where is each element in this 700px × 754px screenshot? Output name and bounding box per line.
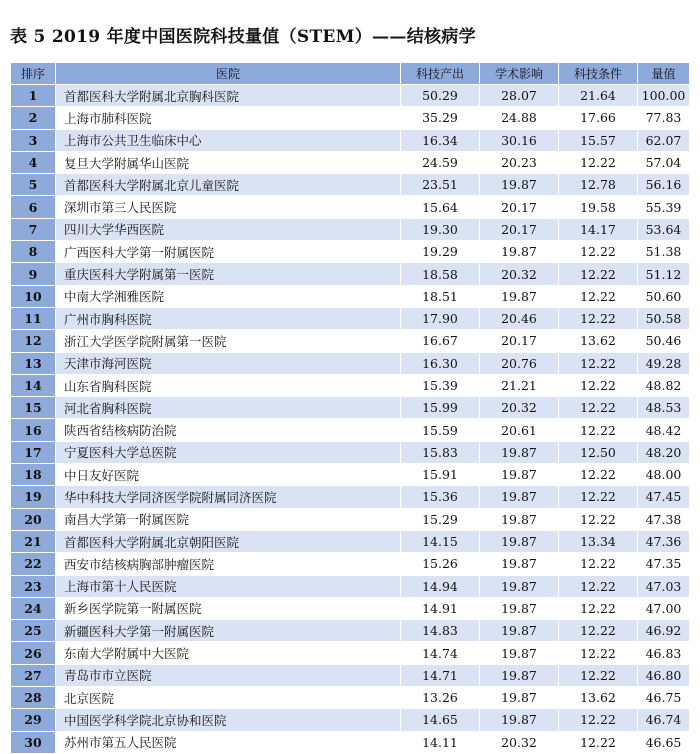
conditions-cell: 15.57 [559, 129, 638, 151]
hospital-name-cell: 首都医科大学附属北京儿童医院 [56, 174, 401, 196]
value-cell: 46.74 [638, 709, 690, 731]
table-row [11, 464, 690, 486]
value-cell: 47.03 [638, 575, 690, 597]
conditions-cell: 13.62 [559, 687, 638, 709]
hospital-name-cell: 上海市公共卫生临床中心 [56, 129, 401, 151]
impact-cell: 19.87 [480, 285, 559, 307]
rank-cell: 29 [11, 709, 56, 731]
value-cell: 47.38 [638, 508, 690, 530]
table-row [11, 553, 690, 575]
rank-cell: 28 [11, 687, 56, 709]
output-cell: 15.29 [401, 508, 480, 530]
conditions-cell: 12.22 [559, 597, 638, 619]
hospital-name-cell: 东南大学附属中大医院 [56, 642, 401, 664]
value-cell: 48.20 [638, 441, 690, 463]
table-header-row [11, 63, 690, 85]
hospital-name-cell: 新乡医学院第一附属医院 [56, 597, 401, 619]
hospital-name-cell: 浙江大学医学院附属第一医院 [56, 330, 401, 352]
impact-cell: 19.87 [480, 508, 559, 530]
value-cell: 46.92 [638, 620, 690, 642]
rank-cell: 16 [11, 419, 56, 441]
impact-cell: 19.87 [480, 575, 559, 597]
output-cell: 19.30 [401, 218, 480, 240]
conditions-cell: 12.22 [559, 575, 638, 597]
hospital-name-cell: 西安市结核病胸部肿瘤医院 [56, 553, 401, 575]
conditions-cell: 12.22 [559, 307, 638, 329]
output-cell: 15.36 [401, 486, 480, 508]
header-impact[interactable]: 学术影响 [480, 63, 559, 85]
impact-cell: 20.17 [480, 330, 559, 352]
value-cell: 46.65 [638, 731, 690, 753]
value-cell: 53.64 [638, 218, 690, 240]
impact-cell: 20.32 [480, 263, 559, 285]
conditions-cell: 17.66 [559, 107, 638, 129]
output-cell: 14.71 [401, 664, 480, 686]
value-cell: 100.00 [638, 85, 690, 107]
impact-cell: 21.21 [480, 374, 559, 396]
conditions-cell: 12.22 [559, 374, 638, 396]
impact-cell: 20.61 [480, 419, 559, 441]
rank-cell: 27 [11, 664, 56, 686]
hospital-name-cell: 复旦大学附属华山医院 [56, 151, 401, 173]
conditions-cell: 12.22 [559, 464, 638, 486]
rank-cell: 1 [11, 85, 56, 107]
table-row [11, 263, 690, 285]
value-cell: 57.04 [638, 151, 690, 173]
table-row [11, 709, 690, 731]
value-cell: 77.83 [638, 107, 690, 129]
conditions-cell: 12.22 [559, 486, 638, 508]
table-title: 表 5 2019 年度中国医院科技量值（STEM）——结核病学 [10, 27, 476, 47]
value-cell: 47.00 [638, 597, 690, 619]
output-cell: 14.94 [401, 575, 480, 597]
hospital-name-cell: 南昌大学第一附属医院 [56, 508, 401, 530]
table-row [11, 419, 690, 441]
table-row [11, 731, 690, 753]
rank-cell: 10 [11, 285, 56, 307]
rank-cell: 2 [11, 107, 56, 129]
table-row [11, 597, 690, 619]
hospital-name-cell: 广西医科大学第一附属医院 [56, 241, 401, 263]
table-row [11, 486, 690, 508]
output-cell: 15.59 [401, 419, 480, 441]
value-cell: 50.58 [638, 307, 690, 329]
output-cell: 15.26 [401, 553, 480, 575]
impact-cell: 20.76 [480, 352, 559, 374]
table-row [11, 196, 690, 218]
hospital-name-cell: 陕西省结核病防治院 [56, 419, 401, 441]
hospital-name-cell: 宁夏医科大学总医院 [56, 441, 401, 463]
conditions-cell: 12.22 [559, 553, 638, 575]
conditions-cell: 12.22 [559, 285, 638, 307]
table-row [11, 352, 690, 374]
rank-cell: 11 [11, 307, 56, 329]
conditions-cell: 12.22 [559, 508, 638, 530]
conditions-cell: 21.64 [559, 85, 638, 107]
rank-cell: 14 [11, 374, 56, 396]
table-row [11, 285, 690, 307]
impact-cell: 20.46 [480, 307, 559, 329]
impact-cell: 20.23 [480, 151, 559, 173]
rank-cell: 3 [11, 129, 56, 151]
conditions-cell: 12.22 [559, 263, 638, 285]
table-row [11, 620, 690, 642]
table-row [11, 687, 690, 709]
impact-cell: 19.87 [480, 664, 559, 686]
conditions-cell: 14.17 [559, 218, 638, 240]
output-cell: 16.34 [401, 129, 480, 151]
output-cell: 14.91 [401, 597, 480, 619]
hospital-name-cell: 上海市第十人民医院 [56, 575, 401, 597]
hospital-name-cell: 河北省胸科医院 [56, 397, 401, 419]
header-output[interactable]: 科技产出 [401, 63, 480, 85]
conditions-cell: 12.22 [559, 151, 638, 173]
rank-cell: 21 [11, 530, 56, 552]
hospital-name-cell: 青岛市市立医院 [56, 664, 401, 686]
rank-cell: 17 [11, 441, 56, 463]
hospital-name-cell: 首都医科大学附属北京朝阳医院 [56, 530, 401, 552]
impact-cell: 19.87 [480, 687, 559, 709]
table-row [11, 151, 690, 173]
rank-cell: 19 [11, 486, 56, 508]
impact-cell: 20.17 [480, 218, 559, 240]
table-row [11, 397, 690, 419]
table-row [11, 530, 690, 552]
output-cell: 16.30 [401, 352, 480, 374]
conditions-cell: 12.22 [559, 709, 638, 731]
table-row [11, 575, 690, 597]
conditions-cell: 12.22 [559, 642, 638, 664]
value-cell: 62.07 [638, 129, 690, 151]
rank-cell: 12 [11, 330, 56, 352]
conditions-cell: 12.50 [559, 441, 638, 463]
table-row [11, 374, 690, 396]
output-cell: 15.64 [401, 196, 480, 218]
output-cell: 18.58 [401, 263, 480, 285]
impact-cell: 30.16 [480, 129, 559, 151]
rank-cell: 5 [11, 174, 56, 196]
rank-cell: 24 [11, 597, 56, 619]
rank-cell: 23 [11, 575, 56, 597]
rank-cell: 30 [11, 731, 56, 753]
table-row [11, 664, 690, 686]
conditions-cell: 12.22 [559, 419, 638, 441]
rank-cell: 25 [11, 620, 56, 642]
impact-cell: 19.87 [480, 530, 559, 552]
conditions-cell: 13.62 [559, 330, 638, 352]
output-cell: 24.59 [401, 151, 480, 173]
output-cell: 14.15 [401, 530, 480, 552]
output-cell: 16.67 [401, 330, 480, 352]
value-cell: 46.80 [638, 664, 690, 686]
output-cell: 13.26 [401, 687, 480, 709]
table-row [11, 174, 690, 196]
rank-cell: 22 [11, 553, 56, 575]
table-row [11, 107, 690, 129]
value-cell: 48.53 [638, 397, 690, 419]
value-cell: 47.45 [638, 486, 690, 508]
value-cell: 50.46 [638, 330, 690, 352]
hospital-name-cell: 首都医科大学附属北京胸科医院 [56, 85, 401, 107]
impact-cell: 20.32 [480, 397, 559, 419]
value-cell: 55.39 [638, 196, 690, 218]
hospital-name-cell: 中日友好医院 [56, 464, 401, 486]
rank-cell: 26 [11, 642, 56, 664]
impact-cell: 19.87 [480, 642, 559, 664]
impact-cell: 19.87 [480, 553, 559, 575]
conditions-cell: 12.22 [559, 241, 638, 263]
output-cell: 35.29 [401, 107, 480, 129]
header-rank[interactable]: 排序 [11, 63, 56, 85]
output-cell: 15.39 [401, 374, 480, 396]
value-cell: 51.12 [638, 263, 690, 285]
conditions-cell: 12.22 [559, 352, 638, 374]
value-cell: 46.75 [638, 687, 690, 709]
conditions-cell: 12.22 [559, 664, 638, 686]
hospital-name-cell: 广州市胸科医院 [56, 307, 401, 329]
output-cell: 14.11 [401, 731, 480, 753]
rank-cell: 18 [11, 464, 56, 486]
hospital-name-cell: 苏州市第五人民医院 [56, 731, 401, 753]
table-row [11, 508, 690, 530]
conditions-cell: 12.22 [559, 620, 638, 642]
hospital-name-cell: 新疆医科大学第一附属医院 [56, 620, 401, 642]
rank-cell: 4 [11, 151, 56, 173]
value-cell: 49.28 [638, 352, 690, 374]
rank-cell: 7 [11, 218, 56, 240]
value-cell: 47.36 [638, 530, 690, 552]
impact-cell: 19.87 [480, 620, 559, 642]
output-cell: 15.91 [401, 464, 480, 486]
impact-cell: 24.88 [480, 107, 559, 129]
hospital-name-cell: 重庆医科大学附属第一医院 [56, 263, 401, 285]
impact-cell: 19.87 [480, 174, 559, 196]
header-hospital[interactable]: 医院 [56, 63, 401, 85]
output-cell: 23.51 [401, 174, 480, 196]
output-cell: 15.83 [401, 441, 480, 463]
hospital-name-cell: 华中科技大学同济医学院附属同济医院 [56, 486, 401, 508]
table-row [11, 307, 690, 329]
header-conditions[interactable]: 科技条件 [559, 63, 638, 85]
output-cell: 15.99 [401, 397, 480, 419]
impact-cell: 19.87 [480, 709, 559, 731]
table-row [11, 441, 690, 463]
hospital-name-cell: 上海市肺科医院 [56, 107, 401, 129]
table-row [11, 642, 690, 664]
hospital-name-cell: 四川大学华西医院 [56, 218, 401, 240]
impact-cell: 19.87 [480, 597, 559, 619]
conditions-cell: 13.34 [559, 530, 638, 552]
conditions-cell: 12.78 [559, 174, 638, 196]
value-cell: 47.35 [638, 553, 690, 575]
ranking-table [10, 62, 690, 754]
value-cell: 46.83 [638, 642, 690, 664]
impact-cell: 19.87 [480, 486, 559, 508]
conditions-cell: 12.22 [559, 731, 638, 753]
impact-cell: 20.32 [480, 731, 559, 753]
value-cell: 51.38 [638, 241, 690, 263]
conditions-cell: 12.22 [559, 397, 638, 419]
value-cell: 48.82 [638, 374, 690, 396]
conditions-cell: 19.58 [559, 196, 638, 218]
value-cell: 48.42 [638, 419, 690, 441]
rank-cell: 9 [11, 263, 56, 285]
rank-cell: 13 [11, 352, 56, 374]
table-row [11, 241, 690, 263]
header-value[interactable]: 量值 [638, 63, 690, 85]
rank-cell: 6 [11, 196, 56, 218]
hospital-name-cell: 北京医院 [56, 687, 401, 709]
impact-cell: 28.07 [480, 85, 559, 107]
impact-cell: 19.87 [480, 441, 559, 463]
rank-cell: 15 [11, 397, 56, 419]
hospital-name-cell: 中国医学科学院北京协和医院 [56, 709, 401, 731]
output-cell: 14.83 [401, 620, 480, 642]
output-cell: 17.90 [401, 307, 480, 329]
table-row [11, 129, 690, 151]
hospital-name-cell: 山东省胸科医院 [56, 374, 401, 396]
impact-cell: 19.87 [480, 464, 559, 486]
value-cell: 48.00 [638, 464, 690, 486]
hospital-name-cell: 深圳市第三人民医院 [56, 196, 401, 218]
value-cell: 56.16 [638, 174, 690, 196]
table-row [11, 85, 690, 107]
hospital-name-cell: 中南大学湘雅医院 [56, 285, 401, 307]
value-cell: 50.60 [638, 285, 690, 307]
output-cell: 14.65 [401, 709, 480, 731]
output-cell: 14.74 [401, 642, 480, 664]
rank-cell: 20 [11, 508, 56, 530]
output-cell: 50.29 [401, 85, 480, 107]
impact-cell: 19.87 [480, 241, 559, 263]
table-row [11, 330, 690, 352]
hospital-name-cell: 天津市海河医院 [56, 352, 401, 374]
impact-cell: 20.17 [480, 196, 559, 218]
output-cell: 18.51 [401, 285, 480, 307]
rank-cell: 8 [11, 241, 56, 263]
table-row [11, 218, 690, 240]
output-cell: 19.29 [401, 241, 480, 263]
